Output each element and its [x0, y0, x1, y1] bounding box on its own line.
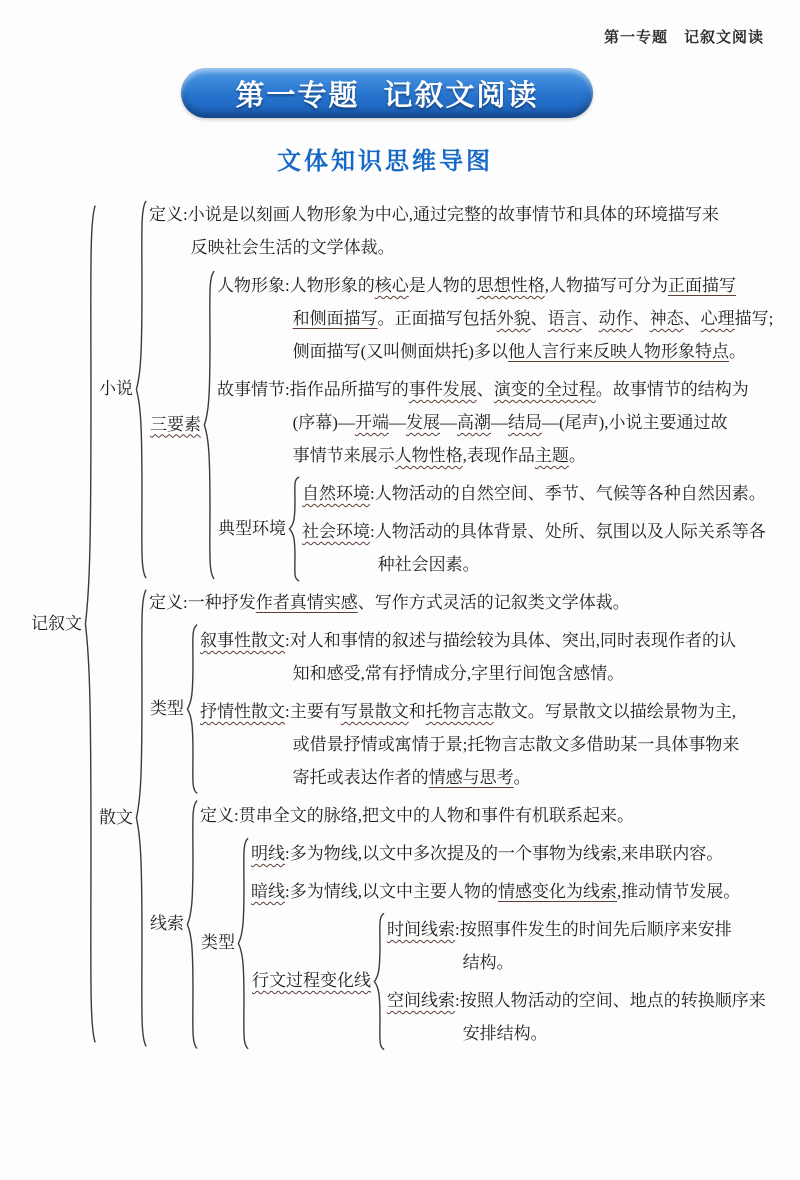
label-colon: : [285, 276, 290, 295]
brace-connector [186, 623, 199, 795]
brace-connector [237, 836, 250, 1051]
text-segment: 核心 [374, 276, 409, 295]
text-segment: 对人和事情的叙述与描绘较为具体、突出,同时表现作者的认 [289, 631, 736, 650]
text-line [217, 335, 782, 368]
node-anxian [251, 875, 782, 908]
leaf-label: 明线 [251, 844, 285, 863]
node-xiansuo [149, 798, 782, 1051]
text-line [200, 728, 782, 761]
leaf-label: 抒情性散文 [200, 702, 285, 721]
text-segment: 他人言行来反映人物形象特点 [507, 342, 729, 361]
chapter-banner-part2: 记叙文阅读 [383, 79, 539, 112]
text-segment: 、 [581, 309, 599, 328]
text-segment: 按照人物活动的空间、地点的转换顺序来 [459, 991, 766, 1010]
text-segment: 主题 [534, 446, 569, 465]
text-segment: 。 [728, 342, 746, 361]
text-line [251, 875, 782, 908]
text-segment: ,表现作品 [462, 446, 535, 465]
text-segment: 种社会因素。 [377, 555, 480, 574]
text-segment: — [439, 413, 457, 432]
text-segment: 托物言志 [425, 702, 494, 721]
branch-label: 线索 [150, 914, 184, 934]
text-line [217, 439, 782, 472]
leaf-label: 暗线 [251, 882, 285, 901]
text-segment: 。 [513, 768, 531, 787]
text-segment: 散文。写景散文以描绘景物为主, [493, 702, 736, 721]
text-segment: 事件发展 [408, 380, 477, 399]
text-segment: 、写作方式灵活的记叙类文学体裁。 [357, 593, 630, 612]
node-xiansuo-dingyi [200, 799, 782, 832]
leaf-label: 定义 [149, 205, 183, 224]
text-line [200, 657, 782, 690]
text-segment: 人物活动的自然空间、季节、气候等各种自然因素。 [374, 484, 766, 503]
leaf-label: 自然环境 [302, 484, 370, 503]
node-sanwen-leixing [149, 623, 782, 795]
text-line [387, 1017, 782, 1050]
text-segment: 寄托或表达作者的 [292, 768, 429, 787]
branch-label: 小说 [99, 379, 133, 399]
leaf-label: 定义 [200, 806, 234, 825]
running-header-chapter: 第一专题 [603, 29, 668, 46]
branch-children [302, 476, 782, 582]
text-line [200, 761, 782, 794]
text-segment: 作者真情实感 [255, 593, 358, 612]
running-header [604, 26, 764, 47]
text-segment: 小说是以刻画人物形象为中心,通过完整的故事情节和具体的环境描写来 [187, 205, 719, 224]
brace-connector [135, 197, 148, 582]
branch-children [200, 623, 782, 795]
text-line [302, 548, 782, 581]
text-line [149, 231, 782, 264]
text-line [149, 198, 782, 231]
brace-connector [288, 476, 301, 582]
text-segment: 人物形象的 [289, 276, 375, 295]
label-colon: : [370, 522, 375, 541]
branch-label: 记叙文 [31, 613, 82, 633]
node-xiaoshuo-dingyi [149, 198, 782, 264]
branch-label: 典型环境 [218, 518, 286, 538]
text-segment: 或借景抒情或寓情于景;托物言志散文多借助某一具体事物来 [292, 735, 740, 754]
text-segment: 心理 [700, 309, 735, 328]
branch-children [149, 585, 782, 1051]
leaf-label: 故事情节 [217, 380, 285, 399]
text-segment: 动作 [598, 309, 633, 328]
branch-children [217, 268, 782, 582]
label-colon: : [370, 484, 375, 503]
text-line [302, 515, 782, 548]
text-segment: 语言 [547, 309, 582, 328]
text-segment: 结构。 [462, 953, 514, 972]
text-segment: 情感变化为线索 [497, 882, 617, 901]
text-segment: 主要有 [289, 702, 341, 721]
text-segment: 知和感受,常有抒情成分,字里行间饱含感情。 [292, 664, 625, 683]
leaf-label: 时间线索 [387, 920, 455, 939]
label-colon: : [455, 991, 460, 1010]
text-segment: 高潮 [456, 413, 491, 432]
text-line [217, 269, 782, 302]
label-colon: : [285, 882, 290, 901]
page-subtitle: 文体知识思维导图 [277, 148, 493, 175]
branch-label: 散文 [99, 807, 133, 827]
node-kongjian-xiansuo [387, 984, 782, 1050]
text-segment: — [388, 413, 406, 432]
chapter-banner [181, 68, 593, 118]
text-segment: 事情节来展示 [292, 446, 395, 465]
text-segment: 演变的全过程 [493, 380, 596, 399]
label-colon: : [183, 593, 188, 612]
node-renwu-xingxiang [217, 269, 782, 368]
text-segment: 按照事件发生的时间先后顺序来安排 [459, 920, 732, 939]
brace-connector [84, 197, 97, 1051]
node-jixuwen [30, 197, 782, 1051]
text-segment: 。 [568, 446, 586, 465]
text-segment: 神态 [649, 309, 684, 328]
text-segment: 和 [408, 702, 426, 721]
text-line [200, 799, 782, 832]
text-line [217, 373, 782, 406]
mindmap-tree [30, 197, 782, 1051]
node-mingxian [251, 837, 782, 870]
leaf-label: 叙事性散文 [200, 631, 285, 650]
text-line [217, 302, 782, 335]
text-segment: 描写; [734, 309, 774, 328]
label-colon: : [285, 631, 290, 650]
leaf-label: 社会环境 [302, 522, 370, 541]
chapter-banner-part1: 第一专题 [235, 79, 360, 112]
text-line [200, 624, 782, 657]
node-xingwen-bianhuaxian [251, 912, 782, 1051]
brace-connector [373, 912, 386, 1051]
leaf-label: 定义 [149, 593, 183, 612]
text-segment: 。正面描写包括 [377, 309, 497, 328]
branch-children [149, 197, 782, 582]
text-line [251, 837, 782, 870]
node-xiansuo-leixing [200, 836, 782, 1051]
leaf-label: 人物形象 [217, 276, 285, 295]
node-sanyaosu [149, 268, 782, 582]
text-segment: 侧面描写(又叫侧面烘托)多以 [292, 342, 508, 361]
text-segment: —(尾声),小说主要通过故 [541, 413, 728, 432]
node-ziran-huanjing [302, 477, 782, 510]
running-header-title: 记叙文阅读 [683, 29, 764, 46]
brace-connector [135, 585, 148, 1051]
branch-children [98, 197, 782, 1051]
text-segment: 、 [530, 309, 548, 328]
text-segment: 正面描写 [667, 276, 736, 295]
text-segment: 发展 [405, 413, 440, 432]
label-colon: : [183, 205, 188, 224]
label-colon: : [285, 702, 290, 721]
label-colon: : [285, 844, 290, 863]
branch-label: 类型 [201, 933, 235, 953]
chapter-banner-title [235, 73, 538, 114]
text-line [149, 586, 782, 619]
text-segment: 、 [683, 309, 701, 328]
text-segment: ,人物描写可分为 [544, 276, 668, 295]
text-segment: 和侧面描写 [292, 309, 378, 328]
text-line [387, 984, 782, 1017]
text-segment: 一种抒发 [187, 593, 256, 612]
text-segment: 人物活动的具体背景、处所、氛围以及人际关系等各 [374, 522, 766, 541]
branch-label: 类型 [150, 698, 184, 718]
text-line [387, 913, 782, 946]
node-dianxing-huanjing [217, 476, 782, 582]
text-segment: 外貌 [496, 309, 531, 328]
text-line [217, 406, 782, 439]
text-segment: 是人物的 [408, 276, 477, 295]
branch-label: 行文过程变化线 [252, 971, 371, 991]
text-segment: 人物性格 [394, 446, 463, 465]
node-sanwen-dingyi [149, 586, 782, 619]
text-segment: (序幕)— [292, 413, 355, 432]
branch-children [251, 836, 782, 1051]
node-xushi-sanwen [200, 624, 782, 690]
branch-children [387, 912, 782, 1051]
brace-connector [186, 798, 199, 1051]
node-shehui-huanjing [302, 515, 782, 581]
text-segment: 结局 [507, 413, 542, 432]
text-segment: ,推动情节发展。 [616, 882, 741, 901]
node-xiaoshuo [98, 197, 782, 582]
brace-connector [203, 268, 216, 582]
node-gushi-qingjie [217, 373, 782, 472]
label-colon: : [234, 806, 239, 825]
label-colon: : [455, 920, 460, 939]
text-segment: 、 [476, 380, 494, 399]
text-segment: 多为情线,以文中主要人物的 [289, 882, 498, 901]
branch-children [200, 798, 782, 1051]
leaf-label: 空间线索 [387, 991, 455, 1010]
text-line [200, 695, 782, 728]
text-segment: 。故事情节的结构为 [595, 380, 749, 399]
text-segment: — [490, 413, 508, 432]
text-segment: 情感与思考 [428, 768, 514, 787]
label-colon: : [285, 380, 290, 399]
text-segment: 写景散文 [340, 702, 409, 721]
text-segment: 开端 [354, 413, 389, 432]
node-shuqing-sanwen [200, 695, 782, 794]
branch-label: 三要素 [150, 414, 201, 434]
text-segment: 、 [632, 309, 650, 328]
text-line [302, 477, 782, 510]
text-segment: 多为物线,以文中多次提及的一个事物为线索,来串联内容。 [289, 844, 724, 863]
text-line [387, 946, 782, 979]
text-segment: 反映社会生活的文学体裁。 [190, 238, 395, 257]
text-segment: 思想性格 [476, 276, 545, 295]
node-sanwen [98, 585, 782, 1051]
text-segment: 安排结构。 [462, 1024, 548, 1043]
node-shijian-xiansuo [387, 913, 782, 979]
text-segment: 贯串全文的脉络,把文中的人物和事件有机联系起来。 [238, 806, 634, 825]
text-segment: 指作品所描写的 [289, 380, 409, 399]
